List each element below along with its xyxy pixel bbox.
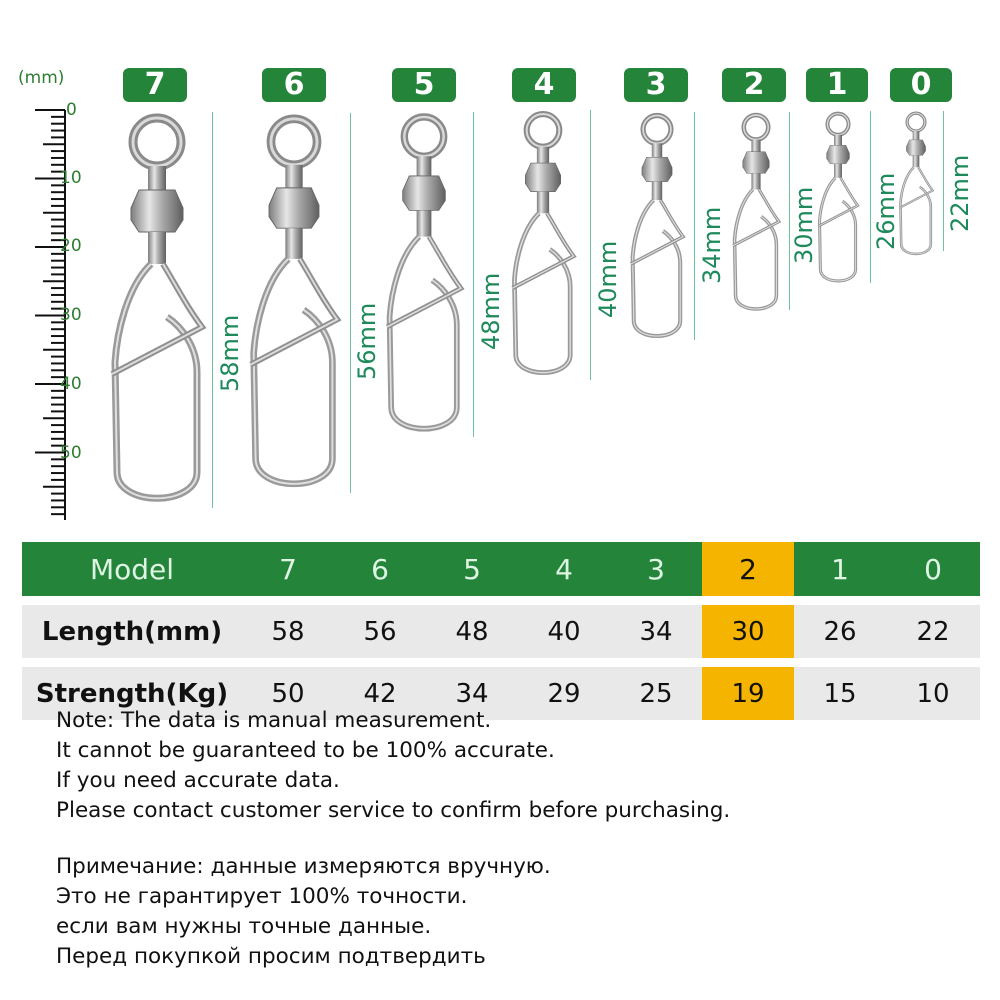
dimension-label-7: 58mm	[216, 314, 244, 392]
model-badge-6: 6	[262, 68, 326, 102]
length-cell: 58	[242, 605, 334, 658]
length-cell: 48	[426, 605, 518, 658]
strength-cell: 15	[794, 667, 886, 720]
dimension-line-5	[473, 112, 474, 437]
dimension-label-0: 22mm	[946, 154, 974, 232]
ruler-label-10: 10	[60, 168, 82, 188]
note-line: If you need accurate data.	[56, 768, 340, 793]
notes-english	[56, 706, 730, 826]
length-cell: 34	[610, 605, 702, 658]
strength-cell: 29	[518, 667, 610, 720]
length-cell-highlighted: 30	[702, 605, 794, 658]
model-badge-3: 3	[624, 68, 688, 102]
swivel-snap-2	[387, 117, 461, 429]
ruler-label-50: 50	[60, 443, 82, 463]
strength-cell: 50	[242, 667, 334, 720]
note-line: It cannot be guaranteed to be 100% accurate.	[56, 738, 555, 763]
length-cell: 22	[886, 605, 980, 658]
strength-cell: 25	[610, 667, 702, 720]
dimension-label-5: 48mm	[477, 272, 505, 350]
swivel-snap-3	[512, 114, 573, 373]
length-cell: 26	[794, 605, 886, 658]
dimension-label-2: 30mm	[790, 186, 818, 264]
table-header-row	[22, 542, 980, 596]
dimension-line-4	[590, 110, 591, 380]
note-line: Это не гарантирует 100% точности.	[56, 884, 468, 909]
swivel-snap-0	[112, 118, 202, 498]
header-cell: 6	[334, 542, 426, 596]
ruler-label-40: 40	[60, 374, 82, 394]
strength-cell-highlighted: 19	[702, 667, 794, 720]
note-line: Note: The data is manual measurement.	[56, 708, 492, 733]
dimension-line-7	[212, 112, 213, 508]
model-badge-4: 4	[512, 68, 576, 102]
dimension-line-6	[350, 113, 351, 493]
dimension-label-1: 26mm	[872, 172, 900, 250]
swivel-snap-5	[733, 115, 779, 309]
swivel-snap-1	[251, 119, 337, 484]
length-cell: 56	[334, 605, 426, 658]
header-cell: 3	[610, 542, 702, 596]
strength-label: Strength(Kg)	[22, 667, 242, 720]
header-cell: 0	[886, 542, 980, 596]
dimension-line-3	[694, 112, 695, 340]
note-line: если вам нужны точные данные.	[56, 914, 432, 939]
ruler-unit-label: (mm)	[18, 68, 65, 88]
model-badge-1: 1	[806, 68, 868, 102]
swivel-snap-7	[899, 113, 932, 254]
model-badge-2: 2	[722, 68, 786, 102]
note-line: Перед покупкой просим подтвердить	[56, 944, 486, 969]
dimension-label-4: 40mm	[594, 240, 622, 318]
swivel-snap-6	[818, 114, 858, 281]
dimension-label-6: 56mm	[353, 302, 381, 380]
model-badge-5: 5	[392, 68, 456, 102]
length-row	[22, 605, 980, 658]
ruler-label-30: 30	[60, 305, 82, 325]
strength-cell: 34	[426, 667, 518, 720]
header-cell: 5	[426, 542, 518, 596]
header-label: Model	[22, 542, 242, 596]
strength-cell: 42	[334, 667, 426, 720]
header-cell: 4	[518, 542, 610, 596]
header-cell: 1	[794, 542, 886, 596]
spec-table	[22, 533, 980, 729]
note-line: Примечание: данные измеряются вручную.	[56, 854, 551, 879]
model-badge-7: 7	[123, 68, 187, 102]
notes-russian	[56, 852, 551, 972]
note-line: Please contact customer service to confirm before purchasing.	[56, 798, 731, 823]
ruler-label-20: 20	[60, 236, 82, 256]
dimension-line-1	[870, 111, 871, 283]
model-badge-0: 0	[890, 68, 952, 102]
strength-cell: 10	[886, 667, 980, 720]
dimension-label-3: 34mm	[698, 206, 726, 284]
length-label: Length(mm)	[22, 605, 242, 658]
length-cell: 40	[518, 605, 610, 658]
header-cell-highlighted: 2	[702, 542, 794, 596]
header-cell: 7	[242, 542, 334, 596]
dimension-line-0	[943, 111, 944, 251]
ruler-label-0: 0	[66, 100, 77, 120]
swivel-snap-4	[631, 115, 683, 336]
